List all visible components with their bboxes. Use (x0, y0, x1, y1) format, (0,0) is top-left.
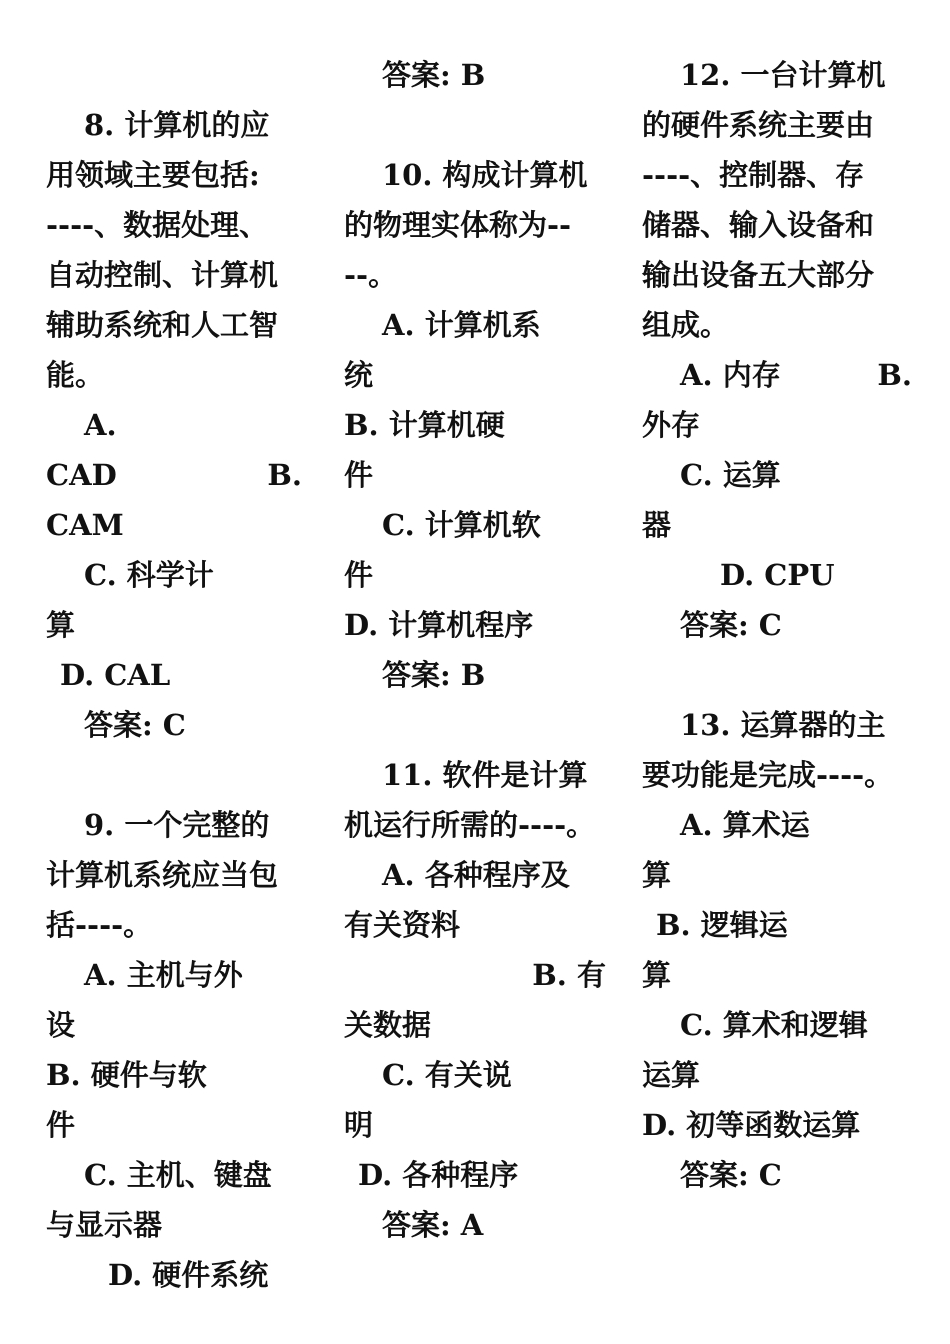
question-8-option-b-text: CAM (46, 508, 124, 542)
question-11-answer: 答案: A (382, 1208, 484, 1242)
question-10-stem-line: 的物理实体称为-- (344, 208, 572, 242)
question-9-option-b: B. 硬件与软 (46, 1058, 207, 1092)
column-1 (46, 50, 302, 1300)
question-9-option-a: A. 主机与外 (84, 958, 243, 992)
question-11-stem-line: 机运行所需的----。 (344, 808, 596, 842)
question-9-stem-line: 9. 一个完整的 (84, 808, 270, 842)
question-12-stem-line: 组成。 (642, 308, 730, 342)
question-9-option-c: C. 主机、键盘 (84, 1158, 272, 1192)
question-13-option-c-cont: 运算 (642, 1058, 701, 1092)
question-13-option-b: B. 逻辑运 (656, 908, 788, 942)
question-8-option-d: D. CAL (60, 658, 171, 692)
question-9-option-a-cont: 设 (46, 1008, 76, 1042)
question-11-stem-line: 11. 软件是计算 (382, 758, 588, 792)
question-12-stem-line: 输出设备五大部分 (642, 258, 875, 292)
question-8-stem-line: 用领域主要包括: (46, 158, 260, 192)
question-10-option-d: D. 计算机程序 (344, 608, 534, 642)
question-13-answer: 答案: C (680, 1158, 782, 1192)
question-10-option-c: C. 计算机软 (382, 508, 541, 542)
column-3 (642, 50, 912, 1200)
question-11-option-b-cont: 关数据 (344, 1008, 432, 1042)
question-11-option-a: A. 各种程序及 (382, 858, 570, 892)
question-9-stem-line: 括----。 (46, 908, 153, 942)
question-10-option-a-cont: 统 (344, 358, 374, 392)
question-9-option-c-cont: 与显示器 (46, 1208, 163, 1242)
question-12-option-b: B. (877, 358, 912, 392)
question-8-stem-line: 8. 计算机的应 (84, 108, 270, 142)
question-12-stem-line: ----、控制器、存 (642, 158, 865, 192)
question-11-option-b: B. 有 (532, 958, 606, 992)
question-12-option-b-cont: 外存 (642, 408, 701, 442)
question-11-option-a-cont: 有关资料 (344, 908, 461, 942)
question-8-stem-line: 辅助系统和人工智 (46, 308, 279, 342)
question-12-stem-line: 的硬件系统主要由 (642, 108, 875, 142)
question-8-stem-line: 自动控制、计算机 (46, 258, 279, 292)
question-12-option-d: D. CPU (720, 558, 835, 592)
question-13-option-b-cont: 算 (642, 958, 672, 992)
question-12-stem-line: 12. 一台计算机 (680, 58, 886, 92)
question-11-option-d: D. 各种程序 (358, 1158, 519, 1192)
question-13-option-d: D. 初等函数运算 (642, 1108, 861, 1142)
question-8-option-c-cont: 算 (46, 608, 76, 642)
question-8-option-c: C. 科学计 (84, 558, 214, 592)
question-10-stem-line: --。 (344, 258, 398, 292)
question-9-stem-line: 计算机系统应当包 (46, 858, 279, 892)
question-12-option-a: A. 内存 (680, 358, 781, 392)
question-13-option-c: C. 算术和逻辑 (680, 1008, 868, 1042)
question-13-stem-line: 13. 运算器的主 (680, 708, 886, 742)
question-12-stem-line: 储器、输入设备和 (642, 208, 875, 242)
question-9-option-d: D. 硬件系统 (108, 1258, 269, 1292)
question-10-answer: 答案: B (382, 658, 486, 692)
question-11-option-c: C. 有关说 (382, 1058, 512, 1092)
question-8-stem-line: 能。 (46, 358, 105, 392)
question-12-option-row (642, 350, 912, 400)
column-2 (344, 50, 606, 1250)
question-8-answer: 答案: C (84, 708, 186, 742)
question-11-option-c-cont: 明 (344, 1108, 374, 1142)
question-10-option-c-cont: 件 (344, 558, 374, 592)
question-9-option-b-cont: 件 (46, 1108, 76, 1142)
question-8-stem-line: ----、数据处理、 (46, 208, 269, 242)
question-9-answer: 答案: B (382, 58, 486, 92)
question-10-stem-line: 10. 构成计算机 (382, 158, 588, 192)
question-10-option-b-cont: 件 (344, 458, 374, 492)
question-8-option-a: A. (84, 408, 117, 442)
question-13-option-a-cont: 算 (642, 858, 672, 892)
question-12-answer: 答案: C (680, 608, 782, 642)
question-13-option-a: A. 算术运 (680, 808, 810, 842)
question-8-option-a-text: CAD (46, 458, 117, 492)
question-8-option-b: B. (267, 458, 302, 492)
question-8-option-row (46, 450, 302, 500)
question-10-option-b: B. 计算机硬 (344, 408, 505, 442)
question-12-option-c: C. 运算 (680, 458, 781, 492)
question-10-option-a: A. 计算机系 (382, 308, 541, 342)
question-13-stem-line: 要功能是完成----。 (642, 758, 894, 792)
question-12-option-c-cont: 器 (642, 508, 672, 542)
